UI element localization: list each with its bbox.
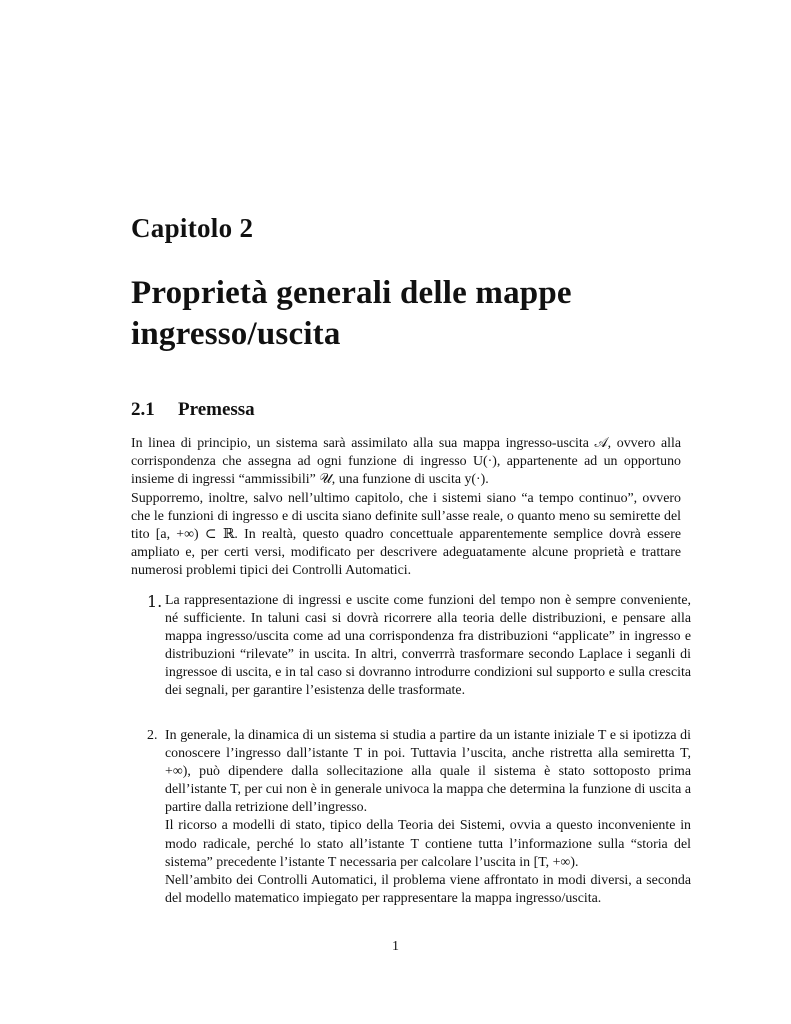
paragraph-text: Supporremo, inoltre, salvo nell’ultimo capitolo, che i sistemi siano “a tempo continuo”, ovvero che le funzioni di ingresso e di uscita siano definite sull’asse reale, o quanto meno su semirette del tito [a, +∞) ⊂ ℝ. In realtà, questo quadro concettuale apparentemente semplice dovrà essere ampliato e, per certi versi, modificato per descrivere adeguatamente alcune proprietà e trattare numerosi problemi tipici dei Controlli Automatici. [131, 491, 681, 579]
chapter-title-line-1: Proprietà generali delle mappe [131, 275, 572, 311]
paragraph-text: In linea di principio, un sistema sarà assimilato alla sua mappa ingresso-uscita 𝒜, ovvero alla corrispondenza che assegna ad ogni funzione di ingresso U(·), appartenente ad un opportuno insieme di ingressi “ammissibili” 𝒰, una funzione di uscita y(·). [131, 436, 681, 488]
list-item-content [165, 727, 691, 908]
list-item-2 [131, 727, 691, 908]
section-number: 2.1 [131, 399, 155, 420]
chapter-title-line-2: ingresso/uscita [131, 316, 341, 352]
list-item-paragraph: Il ricorso a modelli di stato, tipico della Teoria dei Sistemi, ovvia a questo inconveniente in modo radicale, perché lo stato all’istante T contiene tutta l’informazione sulla “storia del sistema” precedente l’istante T necessaria per calcolare l’uscita in [T, +∞). [165, 818, 691, 870]
list-item-paragraph: La rappresentazione di ingressi e uscite come funzioni del tempo non è sempre conveniente, né sufficiente. In taluni casi si dovrà ricorrere alla teoria delle distribuzioni, e pensare alla mappa ingresso/uscita come ad una corrispondenza fra distribuzioni “applicate” in ingresso e distribuzioni “rilevate” in uscita. In altri, converrrà trasformare secondo Laplace i seganli di ingressoe di uscita, e in tal caso si dovranno introdurre condizioni sul supporto e sulla crescita dei segnali, per garantire l’esistenza delle trasformate. [165, 593, 691, 699]
chapter-label: Capitolo 2 [131, 213, 254, 243]
list-item-content [165, 592, 691, 701]
list-marker: 2. [147, 728, 158, 743]
list-marker: 1. [147, 592, 163, 611]
paragraph-intro [131, 435, 681, 489]
page-number: 1 [392, 939, 399, 954]
chapter-title [131, 273, 691, 355]
paragraph-assumptions [131, 490, 681, 580]
list-item-paragraph: In generale, la dinamica di un sistema si studia a partire da un istante iniziale T e si ipotizza di conoscere l’ingresso dall’istante T in poi. Tuttavia l’uscita, anche ristretta alla semiretta T, +∞), può dipendere dalla sollecitazione alla quale il sistema è stato sottoposto prima dell’istante T, per cui non è in generale univoca la mappa che determina la funzione di uscita a partire dalla retrizione dell’ingresso. [165, 728, 691, 816]
list-item-paragraph: Nell’ambito dei Controlli Automatici, il problema viene affrontato in modi diversi, a seconda del modello matematico impiegato per rappresentare la mappa ingresso/uscita. [165, 872, 691, 906]
list-item-1 [131, 592, 691, 701]
section-heading [131, 399, 255, 421]
section-title: Premessa [178, 399, 255, 420]
